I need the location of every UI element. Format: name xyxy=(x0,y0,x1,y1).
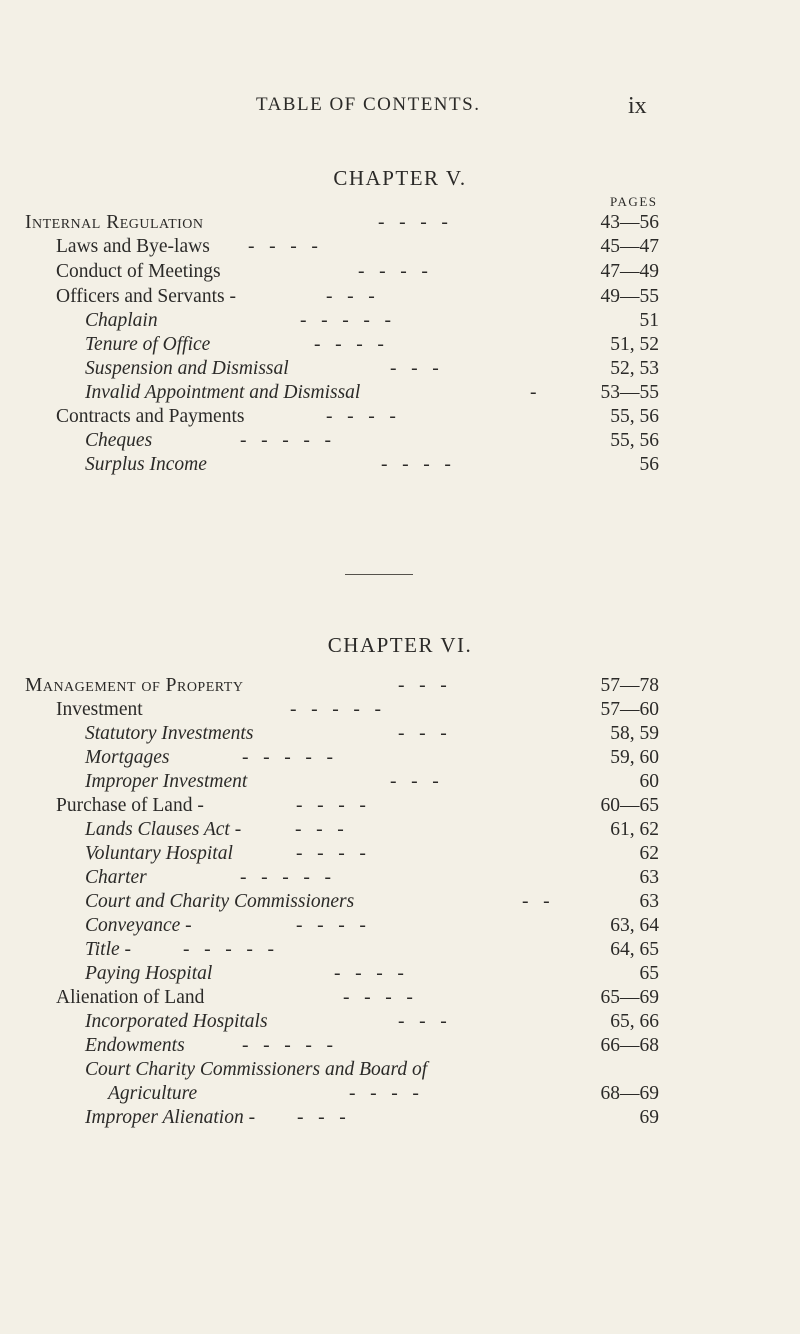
toc-entry xyxy=(0,212,659,237)
toc-entry-pages: 69 xyxy=(639,1107,659,1128)
toc-entry-title: Management of Property xyxy=(25,675,244,696)
leader-dashes: - - - - xyxy=(296,915,366,936)
leader-dashes: - - - - xyxy=(358,261,428,282)
toc-entry-pages: 65, 66 xyxy=(610,1011,659,1032)
leader-dashes: - - - xyxy=(398,675,447,696)
toc-entry xyxy=(0,819,659,844)
toc-entry-pages: 65—69 xyxy=(600,987,659,1008)
toc-entry xyxy=(0,334,659,359)
toc-entry-pages: 57—60 xyxy=(600,699,659,720)
leader-dashes: - - - - xyxy=(381,454,451,475)
toc-entry xyxy=(0,987,659,1012)
leader-dashes: - - - - xyxy=(343,987,413,1008)
pages-column-label: PAGES xyxy=(610,194,658,209)
toc-entry xyxy=(0,261,659,286)
leader-dashes: - - - xyxy=(295,819,344,840)
toc-entry-title: Chaplain xyxy=(85,310,158,331)
toc-entry-title: Investment xyxy=(56,699,143,720)
section-divider xyxy=(345,574,413,575)
toc-entry xyxy=(0,843,659,868)
toc-entry-title: Suspension and Dismissal xyxy=(85,358,289,379)
toc-entry-pages: 55, 56 xyxy=(610,430,659,451)
toc-entry xyxy=(0,771,659,796)
toc-entry-title: Internal Regulation xyxy=(25,212,204,233)
toc-entry-title: Court and Charity Commissioners xyxy=(85,891,355,912)
running-head xyxy=(0,94,800,124)
toc-entry-title: Conduct of Meetings xyxy=(56,261,221,282)
toc-entry-pages: 51, 52 xyxy=(610,334,659,355)
toc-entry-title: Cheques xyxy=(85,430,153,451)
leader-dashes: - - - - - xyxy=(183,939,274,960)
leader-dashes: - - - xyxy=(390,771,439,792)
leader-dashes: - - - xyxy=(326,286,375,307)
toc-entry-pages: 49—55 xyxy=(600,286,659,307)
toc-entry-pages: 58, 59 xyxy=(610,723,659,744)
chapter-heading: CHAPTER V. xyxy=(333,166,467,190)
toc-entry-pages: 43—56 xyxy=(600,212,659,233)
toc-entry-title: Statutory Investments xyxy=(85,723,254,744)
toc-entry-pages: 68—69 xyxy=(600,1083,659,1104)
leader-dashes: - - - - xyxy=(349,1083,419,1104)
toc-entry-pages: 57—78 xyxy=(600,675,659,696)
leader-dashes: - - - - xyxy=(378,212,448,233)
toc-entry-pages: 52, 53 xyxy=(610,358,659,379)
toc-entry-title: Agriculture xyxy=(108,1083,198,1104)
toc-entry xyxy=(0,310,659,335)
toc-entry-pages: 61, 62 xyxy=(610,819,659,840)
leader-dashes: - - xyxy=(522,891,550,912)
leader-dashes: - - - - xyxy=(296,843,366,864)
toc-entry-title: Conveyance - xyxy=(85,915,192,936)
toc-entry xyxy=(0,1083,659,1108)
running-head-title: TABLE OF CONTENTS. xyxy=(256,94,481,115)
toc-entry xyxy=(0,286,659,311)
toc-entry xyxy=(0,430,659,455)
toc-entry xyxy=(0,747,659,772)
leader-dashes: - - - - - xyxy=(290,699,381,720)
chapter-heading: CHAPTER VI. xyxy=(327,633,473,657)
toc-entry-pages: 66—68 xyxy=(600,1035,659,1056)
page-number: ix xyxy=(628,93,647,119)
toc-entry-pages: 63 xyxy=(639,891,659,912)
toc-entry-title: Voluntary Hospital xyxy=(85,843,233,864)
toc-entry xyxy=(0,939,659,964)
toc-entry-title: Officers and Servants - xyxy=(56,286,236,307)
toc-entry-title: Contracts and Payments xyxy=(56,406,245,427)
toc-entry xyxy=(0,1011,659,1036)
toc-entry xyxy=(0,867,659,892)
toc-entry-title: Court Charity Commissioners and Board of xyxy=(85,1059,428,1080)
toc-entry-pages: 47—49 xyxy=(600,261,659,282)
leader-dashes: - - - xyxy=(297,1107,346,1128)
leader-dashes: - - - - - xyxy=(300,310,391,331)
toc-entry-pages: 45—47 xyxy=(600,236,659,257)
toc-entry xyxy=(0,891,659,916)
toc-entry xyxy=(0,454,659,479)
toc-entry-title: Improper Alienation - xyxy=(85,1107,256,1128)
toc-entry-pages: 60 xyxy=(639,771,659,792)
toc-entry xyxy=(0,699,659,724)
toc-entry-title: Alienation of Land xyxy=(56,987,205,1008)
toc-entry-pages: 65 xyxy=(639,963,659,984)
toc-entry xyxy=(0,1059,659,1084)
leader-dashes: - - - - - xyxy=(240,867,331,888)
toc-entry xyxy=(0,1035,659,1060)
toc-entry-pages: 62 xyxy=(639,843,659,864)
leader-dashes: - - - - xyxy=(326,406,396,427)
toc-entry-title: Tenure of Office xyxy=(85,334,211,355)
toc-entry-title: Title - xyxy=(85,939,132,960)
toc-entry xyxy=(0,675,659,700)
toc-entry xyxy=(0,406,659,431)
leader-dashes: - - - xyxy=(390,358,439,379)
toc-entry-title: Mortgages xyxy=(85,747,170,768)
leader-dashes: - xyxy=(530,382,537,403)
leader-dashes: - - - - - xyxy=(242,747,333,768)
leader-dashes: - - - - xyxy=(296,795,366,816)
leader-dashes: - - - - xyxy=(314,334,384,355)
leader-dashes: - - - - - xyxy=(242,1035,333,1056)
toc-entry-title: Lands Clauses Act - xyxy=(85,819,242,840)
toc-entry-pages: 55, 56 xyxy=(610,406,659,427)
toc-entry xyxy=(0,358,659,383)
toc-entry-pages: 63 xyxy=(639,867,659,888)
leader-dashes: - - - - xyxy=(248,236,318,257)
leader-dashes: - - - xyxy=(398,723,447,744)
toc-entry-pages: 59, 60 xyxy=(610,747,659,768)
toc-entry xyxy=(0,963,659,988)
toc-entry xyxy=(0,236,659,261)
toc-entry xyxy=(0,795,659,820)
toc-entry-pages: 56 xyxy=(639,454,659,475)
toc-entry-pages: 63, 64 xyxy=(610,915,659,936)
toc-entry xyxy=(0,382,659,407)
toc-entry-pages: 53—55 xyxy=(600,382,659,403)
leader-dashes: - - - - - xyxy=(240,430,331,451)
toc-entry-title: Charter xyxy=(85,867,147,888)
toc-entry xyxy=(0,915,659,940)
toc-entry-pages: 64, 65 xyxy=(610,939,659,960)
toc-entry-pages: 51 xyxy=(639,310,659,331)
toc-entry xyxy=(0,1107,659,1132)
toc-entry-title: Incorporated Hospitals xyxy=(85,1011,268,1032)
leader-dashes: - - - xyxy=(398,1011,447,1032)
toc-entry xyxy=(0,723,659,748)
toc-entry-title: Laws and Bye-laws xyxy=(56,236,210,257)
leader-dashes: - - - - xyxy=(334,963,404,984)
toc-entry-title: Purchase of Land - xyxy=(56,795,204,816)
toc-entry-title: Surplus Income xyxy=(85,454,207,475)
toc-entry-title: Invalid Appointment and Dismissal xyxy=(85,382,361,403)
toc-entry-title: Endowments xyxy=(85,1035,185,1056)
toc-entry-title: Paying Hospital xyxy=(85,963,213,984)
toc-entry-title: Improper Investment xyxy=(85,771,248,792)
toc-entry-pages: 60—65 xyxy=(600,795,659,816)
